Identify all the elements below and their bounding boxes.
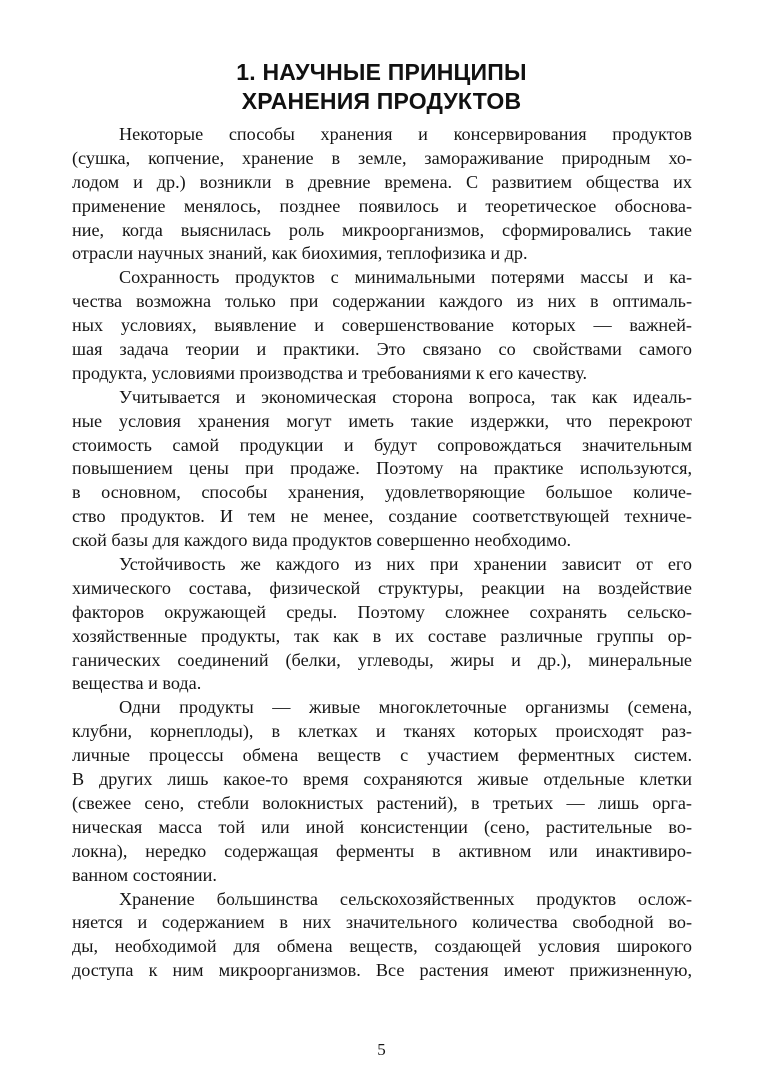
text-line: ской базы для каждого вида продуктов совершенно необходимо. [72,530,572,551]
chapter-title-line-1: 1. НАУЧНЫЕ ПРИНЦИПЫ [236,59,527,85]
text-line: стоимость самой продукции и будут сопровождаться значительным [72,434,692,455]
body-text [72,123,692,983]
page-number: 5 [377,1040,386,1059]
text-line: Учитывается и экономическая сторона вопроса, так как идеаль- [119,386,692,407]
chapter-title-line-2: ХРАНЕНИЯ ПРОДУКТОВ [241,88,522,114]
text-line: Некоторые способы хранения и консервирования продуктов [119,124,692,144]
text-line: ние, когда выяснилась роль микроорганизмов, сформировались такие [72,219,692,240]
text-line: В других лишь какое-то время сохраняются живые отдельные клетки [72,769,692,790]
text-line: ные условия хранения могут иметь такие издержки, что перекроют [72,410,692,431]
paragraph [72,123,692,266]
text-line: няется и содержанием в них значительного количества свободной во- [72,912,692,933]
text-line: Одни продукты — живые многоклеточные организмы (семена, [119,697,692,718]
text-line: повышением цены при продаже. Поэтому на практике используются, [72,458,692,479]
text-line: ванном состоянии. [72,864,217,885]
text-line: Устойчивость же каждого из них при хранении зависит от его [119,554,692,575]
text-line: ство продуктов. И тем не менее, создание соответствующей техниче- [72,506,692,527]
text-line: ническая масса той или иной консистенции (сено, растительные во- [72,816,692,837]
text-line: чества возможна только при содержании каждого из них в оптималь- [72,291,692,312]
text-line: Сохранность продуктов с минимальными потерями массы и ка- [119,267,692,288]
text-line: доступа к ним микроорганизмов. Все растения имеют прижизненную, [72,960,692,981]
text-line: ных условиях, выявление и совершенствование которых — важней- [72,315,692,336]
text-line: ды, необходимой для обмена веществ, создающей условия широкого [72,936,692,957]
text-line: применение менялось, позднее появилось и теоретическое обоснова- [72,195,692,216]
text-line: личные процессы обмена веществ с участием ферментных систем. [72,745,692,766]
text-line: локна), нередко содержащая ферменты в активном или инактивиро- [72,840,692,861]
text-line: химического состава, физической структуры, реакции на воздействие [72,577,692,598]
text-line: клубни, корнеплоды), в клетках и тканях которых происходят раз- [72,721,692,742]
text-line: шая задача теории и практики. Это связано со свойствами самого [72,339,692,360]
paragraph [72,696,692,887]
paragraph [72,888,692,984]
text-line: Хранение большинства сельскохозяйственных продуктов ослож- [119,888,692,909]
text-line: ганических соединений (белки, углеводы, жиры и др.), минеральные [72,649,692,670]
paragraph [72,386,692,553]
text-line: факторов окружающей среды. Поэтому сложнее сохранять сельско- [72,601,692,622]
text-line: в основном, способы хранения, удовлетворяющие большое количе- [72,482,692,503]
text-line: вещества и вода. [72,673,202,694]
paragraph [72,553,692,696]
paragraph [72,266,692,385]
text-line: хозяйственные продукты, так как в их составе различные группы ор- [72,625,692,646]
text-line: лодом и др.) возникли в древние времена. С развитием общества их [72,171,692,192]
text-line: отрасли научных знаний, как биохимия, теплофизика и др. [72,243,528,264]
text-line: продукта, условиями производства и требованиями к его качеству. [72,362,588,383]
text-line: (сушка, копчение, хранение в земле, замораживание природным хо- [72,147,692,168]
text-line: (свежее сено, стебли волокнистых растений), в третьих — лишь орга- [72,792,692,813]
